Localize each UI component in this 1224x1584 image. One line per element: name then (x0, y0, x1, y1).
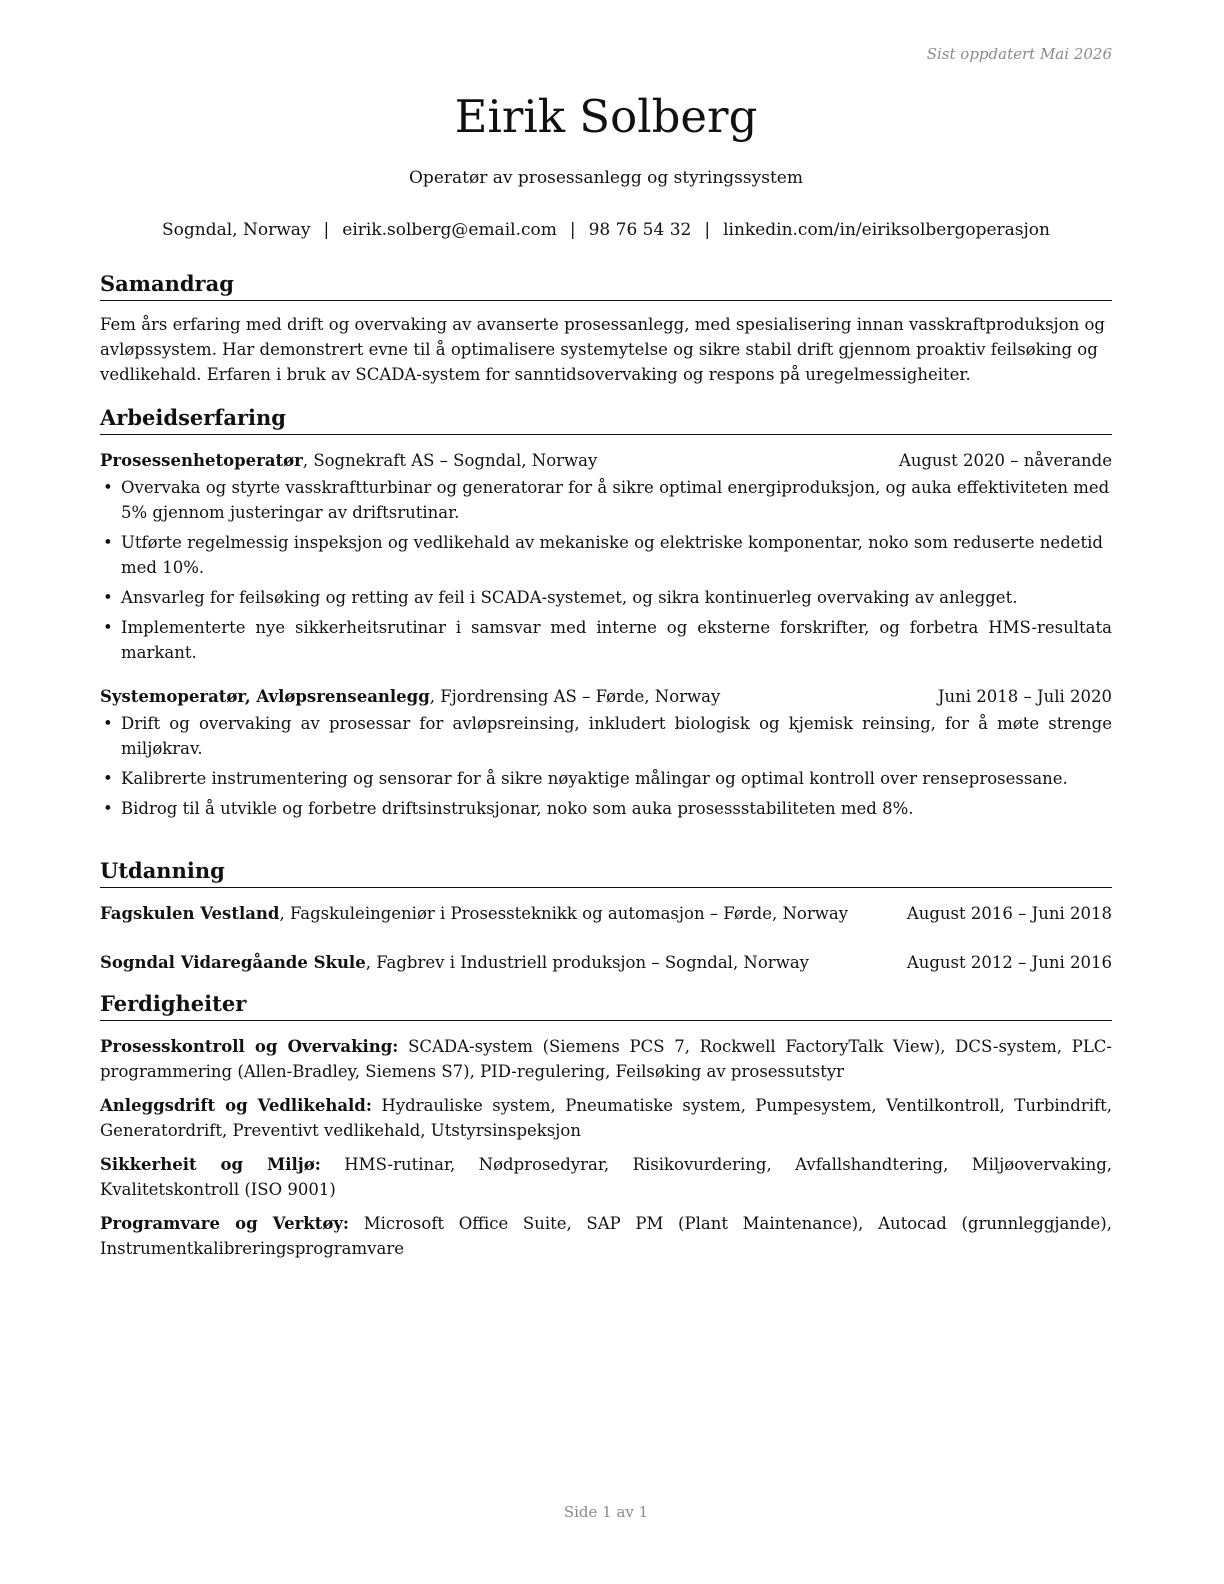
skill-text: SCADA-system (Siemens PCS 7, Rockwell FactoryTalk View), DCS-system, PLC-programmering (Allen-Bradley, Siemens S7), PID-regulering, Feilsøking av prosessutstyr (100, 1037, 1112, 1081)
bullet-text: Overvaka og styrte vasskraftturbinar og generatorar for å sikre optimal energiproduksjon, og auka effektiviteten med 5% gjennom justeringar av driftsrutinar. (121, 478, 1110, 522)
contact-phone: 98 76 54 32 (588, 220, 692, 240)
skill-text: Microsoft Office Suite, SAP PM (Plant Maintenance), Autocad (grunnleggjande), Instrumentkalibreringsprogramvare (100, 1214, 1112, 1258)
skill-group (100, 1152, 1112, 1202)
last-updated: Sist oppdatert Mai 2026 (926, 45, 1112, 63)
contact-separator: | (323, 220, 330, 240)
bullet-text: Utførte regelmessig inspeksjon og vedlikehald av mekaniske og elektriske komponentar, noko som reduserte nedetid med 10%. (121, 533, 1103, 577)
skill-group (100, 1211, 1112, 1261)
job-company: , Sognekraft AS – Sogndal, Norway (302, 451, 598, 470)
job-dates: August 2020 – nåverande (898, 451, 1112, 470)
skills-list (100, 1034, 1112, 1261)
bullet-icon: • (103, 618, 113, 637)
page-number: Side 1 av 1 (563, 1503, 649, 1521)
education-entry (100, 950, 1112, 975)
contact-separator: | (569, 220, 576, 240)
education-detail: , Fagbrev i Industriell produksjon – Sogndal, Norway (365, 953, 809, 972)
job-header (100, 684, 1112, 709)
education-dates: August 2016 – Juni 2018 (906, 904, 1112, 923)
skill-label: Programvare og Verktøy: (100, 1214, 350, 1233)
contact-linkedin[interactable]: linkedin.com/in/eiriksolbergoperasjon (723, 220, 1050, 240)
contact-location: Sogndal, Norway (162, 220, 311, 240)
job-role: Systemoperatør, Avløpsrenseanlegg (100, 687, 430, 706)
job-role: Prosessenhetoperatør (100, 451, 303, 470)
education-school: Fagskulen Vestland (100, 904, 280, 923)
bullet-icon: • (103, 799, 113, 818)
section-heading-skills: Ferdigheiter (100, 990, 1112, 1021)
job-entry (100, 448, 1112, 665)
skill-label: Sikkerheit og Miljø: (100, 1155, 321, 1174)
section-heading-summary: Samandrag (100, 270, 1112, 301)
job-dates: Juni 2018 – Juli 2020 (937, 687, 1112, 706)
experience-section (100, 404, 1112, 826)
job-entry (100, 684, 1112, 821)
summary-section (100, 270, 1112, 387)
job-bullets (100, 475, 1112, 665)
contact-line (100, 220, 1112, 240)
contact-email[interactable]: eirik.solberg@email.com (342, 220, 557, 240)
bullet-icon: • (103, 769, 113, 788)
section-heading-education: Utdanning (100, 857, 1112, 888)
bullet-text: Implementerte nye sikkerheitsrutinar i samsvar med interne og eksterne forskrifter, og forbetra HMS-resultata markant. (121, 618, 1112, 662)
education-school: Sogndal Vidaregåande Skule (100, 953, 366, 972)
skills-section (100, 990, 1112, 1270)
skill-group (100, 1034, 1112, 1084)
skill-label: Prosesskontroll og Overvaking: (100, 1037, 399, 1056)
job-header (100, 448, 1112, 473)
bullet-text: Bidrog til å utvikle og forbetre driftsinstruksjonar, noko som auka prosessstabiliteten med 8%. (121, 799, 914, 818)
bullet-item (100, 585, 1112, 610)
bullet-text: Kalibrerte instrumentering og sensorar for å sikre nøyaktige målingar og optimal kontroll over renseprosessane. (121, 769, 1068, 788)
bullet-icon: • (103, 714, 113, 733)
bullet-text: Drift og overvaking av prosessar for avløpsreinsing, inkludert biologisk og kjemisk reinsing, for å møte strenge miljøkrav. (121, 714, 1112, 758)
resume-page (100, 0, 1112, 1584)
job-company: , Fjordrensing AS – Førde, Norway (429, 687, 721, 706)
skill-text: Hydrauliske system, Pneumatiske system, Pumpesystem, Ventilkontroll, Turbindrift, Generatordrift, Preventivt vedlikehald, Utstyrsinspeksjon (100, 1096, 1113, 1140)
bullet-icon: • (103, 478, 113, 497)
summary-text: Fem års erfaring med drift og overvaking av avanserte prosessanlegg, med spesialisering innan vasskraftproduksjon og avløpssystem. Har demonstrert evne til å optimalisere systemytelse og sikre stabil drift gjennom proaktiv feilsøking og vedlikehald. Erfaren i bruk av SCADA-system for sanntidsovervaking og respons på uregelmessigheiter. (100, 315, 1105, 384)
bullet-item (100, 615, 1112, 665)
bullet-item (100, 711, 1112, 761)
job-bullets (100, 711, 1112, 821)
job-title: Operatør av prosessanlegg og styringssystem (409, 168, 803, 188)
skill-text: HMS-rutinar, Nødprosedyrar, Risikovurdering, Avfallshandtering, Miljøovervaking, Kvalitetskontroll (ISO 9001) (100, 1155, 1112, 1199)
education-section (100, 857, 1112, 975)
bullet-item (100, 796, 1112, 821)
section-heading-experience: Arbeidserfaring (100, 404, 1112, 435)
bullet-item (100, 475, 1112, 525)
bullet-item (100, 530, 1112, 580)
education-detail: , Fagskuleingeniør i Prosessteknikk og automasjon – Førde, Norway (279, 904, 849, 923)
bullet-icon: • (103, 533, 113, 552)
skill-group (100, 1093, 1112, 1143)
bullet-text: Ansvarleg for feilsøking og retting av feil i SCADA-systemet, og sikra kontinuerleg overvaking av anlegget. (121, 588, 1018, 607)
education-entry (100, 901, 1112, 926)
skill-label: Anleggsdrift og Vedlikehald: (100, 1096, 372, 1115)
person-name: Eirik Solberg (454, 90, 758, 143)
bullet-item (100, 766, 1112, 791)
bullet-icon: • (103, 588, 113, 607)
education-dates: August 2012 – Juni 2016 (906, 953, 1112, 972)
contact-separator: | (704, 220, 711, 240)
